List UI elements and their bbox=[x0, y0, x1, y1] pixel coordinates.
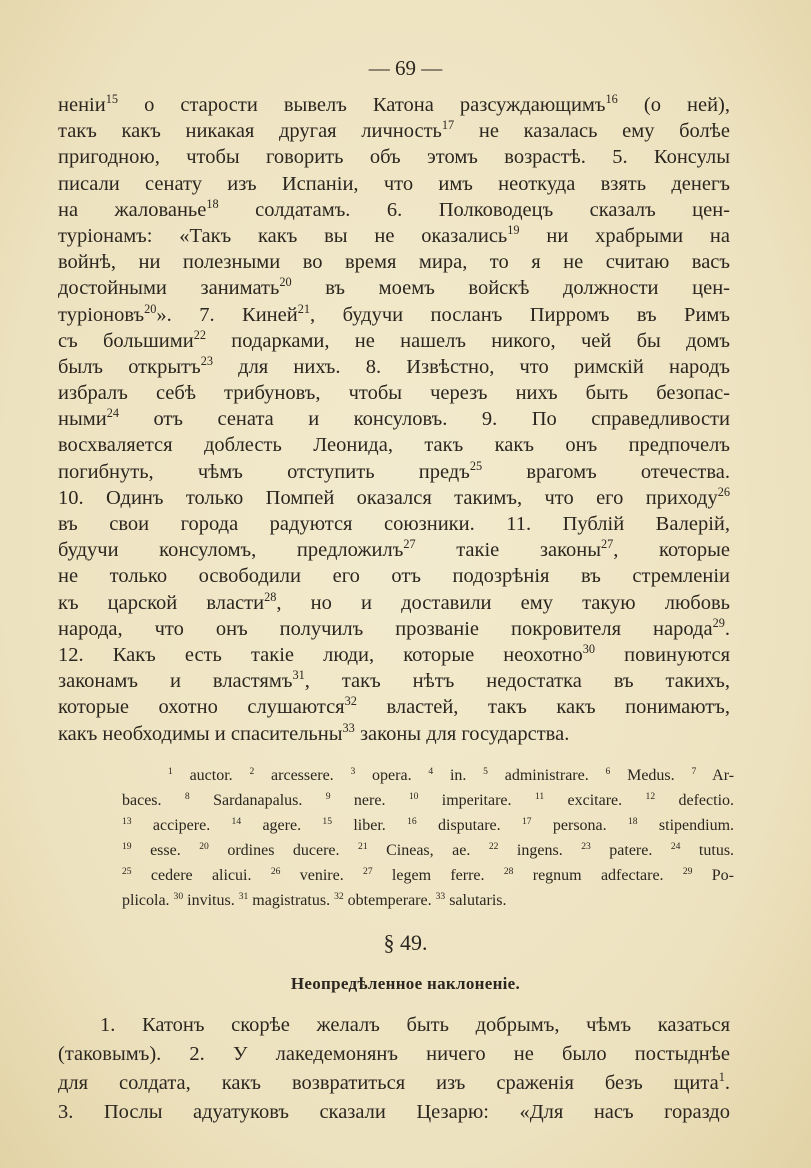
text-segment: туріонамъ: «Такъ какъ вы не оказались bbox=[58, 224, 508, 247]
footnote-marker: 14 bbox=[231, 815, 242, 827]
main-text bbox=[58, 92, 730, 747]
text-line bbox=[58, 642, 730, 668]
text-line bbox=[58, 1040, 730, 1069]
text-segment: Ar- bbox=[696, 767, 735, 784]
text-segment: ». 7. Киней bbox=[156, 303, 298, 326]
text-line bbox=[58, 302, 730, 328]
text-line bbox=[58, 432, 730, 458]
text-segment: Sardanapalus. bbox=[189, 792, 326, 809]
text-segment: властей, такъ какъ понимаютъ, bbox=[356, 696, 730, 719]
text-segment: отъ сената и консуловъ. 9. По справедливости bbox=[118, 408, 730, 431]
text-segment: , которые bbox=[613, 539, 730, 562]
footnote-marker: 20 bbox=[144, 301, 157, 316]
text-segment: повинуются bbox=[595, 643, 730, 666]
footnote-marker: 29 bbox=[682, 865, 693, 877]
footnote-marker: 13 bbox=[122, 815, 132, 827]
footnote-line bbox=[122, 838, 734, 863]
footnote-marker: 18 bbox=[206, 196, 219, 211]
text-segment: ordines ducere. bbox=[208, 842, 359, 859]
text-segment: liber. bbox=[332, 817, 408, 834]
text-segment: избралъ себѣ трибуновъ, чтобы черезъ нихъ быть безопас- bbox=[58, 382, 730, 405]
text-line bbox=[58, 616, 730, 642]
text-segment: Cineas, ae. bbox=[367, 842, 489, 859]
text-segment: patere. bbox=[590, 842, 671, 859]
footnote-marker: 10 bbox=[408, 790, 419, 802]
footnote-marker: 8 bbox=[184, 790, 190, 802]
text-segment: defectio. bbox=[655, 792, 735, 809]
text-line bbox=[58, 1098, 730, 1127]
footnote-marker: 28 bbox=[264, 589, 277, 604]
text-segment: въ моемъ войскѣ должности цен- bbox=[291, 277, 731, 300]
footnote-marker: 11 bbox=[534, 790, 545, 802]
text-segment: magistratus. bbox=[248, 892, 335, 909]
footnote-marker: 2 bbox=[249, 765, 255, 777]
footnote-marker: 3 bbox=[350, 765, 356, 777]
text-segment: погибнуть, чѣмъ отступить предъ bbox=[58, 460, 470, 483]
text-segment: будучи консуломъ, предложилъ bbox=[58, 539, 404, 562]
text-segment: venire. bbox=[280, 867, 364, 884]
text-line bbox=[58, 275, 730, 301]
text-segment: stipendium. bbox=[637, 817, 735, 834]
footnote-marker: 33 bbox=[342, 720, 355, 735]
text-segment: salutaris. bbox=[445, 892, 507, 909]
text-segment: nere. bbox=[330, 792, 409, 809]
text-segment: accipere. bbox=[131, 817, 232, 834]
section-title: Неопредѣленное наклоненіе. bbox=[290, 974, 521, 993]
section-number: § 49. bbox=[383, 930, 428, 955]
footnote-marker: 9 bbox=[325, 790, 331, 802]
footnote-marker: 24 bbox=[670, 840, 681, 852]
footnote-marker: 29 bbox=[712, 615, 725, 630]
footnote-marker: 22 bbox=[193, 327, 206, 342]
text-segment: persona. bbox=[531, 817, 628, 834]
footnote-marker: 18 bbox=[627, 815, 638, 827]
footnote-marker: 21 bbox=[297, 301, 311, 316]
text-line bbox=[58, 171, 730, 197]
text-segment: туріоновъ bbox=[58, 303, 145, 326]
text-line bbox=[58, 223, 730, 249]
text-segment: plicola. bbox=[122, 892, 174, 909]
footnote-marker: 32 bbox=[344, 694, 357, 709]
text-line bbox=[58, 590, 730, 616]
footnote-marker: 32 bbox=[334, 890, 344, 902]
footnote-marker: 4 bbox=[428, 765, 434, 777]
text-segment: такъ какъ никакая другая личность bbox=[58, 120, 442, 143]
text-line bbox=[58, 1069, 730, 1098]
footnote-marker: 26 bbox=[270, 865, 281, 877]
text-segment: подарками, не нашелъ никого, чей бы домъ bbox=[205, 329, 730, 352]
footnote-marker: 27 bbox=[403, 537, 416, 552]
text-segment: regnum adfectare. bbox=[513, 867, 683, 884]
footnote-marker: 17 bbox=[441, 118, 455, 133]
text-segment: солдатамъ. 6. Полководецъ сказалъ цен- bbox=[218, 198, 731, 221]
text-segment: (о ней), bbox=[617, 94, 730, 116]
footnotes bbox=[122, 763, 734, 913]
text-segment: , будучи посланъ Пирромъ въ Римъ bbox=[310, 303, 730, 326]
footnote-marker: 23 bbox=[581, 840, 591, 852]
footnote-marker: 27 bbox=[363, 865, 373, 877]
footnote-marker: 7 bbox=[691, 765, 697, 777]
text-segment: 1. Катонъ скорѣе желалъ быть добрымъ, чѣмъ казаться bbox=[100, 1014, 730, 1036]
text-segment: 3. Послы адуатуковъ сказали Цезарю: «Для насъ гораздо bbox=[58, 1101, 730, 1123]
footnote-marker: 31 bbox=[292, 668, 305, 683]
footnote-marker: 28 bbox=[503, 865, 514, 877]
text-segment: ными bbox=[58, 408, 107, 431]
footnote-line bbox=[122, 763, 734, 788]
footnote-marker: 17 bbox=[521, 815, 532, 827]
footnote-line bbox=[122, 788, 734, 813]
text-segment: ingens. bbox=[498, 842, 582, 859]
text-segment: пригодною, чтобы говорить объ этомъ возрастѣ. 5. Консулы bbox=[58, 146, 730, 169]
text-segment: съ большими bbox=[58, 329, 194, 352]
text-segment: esse. bbox=[131, 842, 200, 859]
text-line bbox=[58, 563, 730, 589]
footnote-marker: 16 bbox=[605, 92, 618, 107]
text-line bbox=[58, 249, 730, 275]
footnote-marker: 19 bbox=[122, 840, 132, 852]
footnote-marker: 16 bbox=[407, 815, 417, 827]
text-segment: Po- bbox=[692, 867, 735, 884]
text-segment: къ царской власти bbox=[58, 591, 265, 614]
text-line bbox=[58, 668, 730, 694]
text-line bbox=[58, 406, 730, 432]
text-segment: agere. bbox=[241, 817, 323, 834]
footnote-line bbox=[122, 888, 734, 913]
text-segment: въ свои города радуются союзники. 11. Публій Валерій, bbox=[58, 513, 730, 535]
footnote-marker: 1 bbox=[168, 765, 173, 777]
text-segment: достойными занимать bbox=[58, 277, 280, 300]
text-segment: ни храбрыми на bbox=[519, 224, 730, 247]
text-segment: Medus. bbox=[610, 767, 692, 784]
text-segment: , такъ нѣтъ недостатка въ такихъ, bbox=[304, 670, 730, 693]
text-line bbox=[58, 694, 730, 720]
text-segment: (таковымъ). 2. У лакедемонянъ ничего не было постыднѣе bbox=[58, 1043, 730, 1065]
text-segment: которые охотно слушаются bbox=[58, 696, 345, 719]
text-line bbox=[58, 485, 730, 511]
text-segment: in. bbox=[433, 767, 484, 784]
text-segment: cedere alicui. bbox=[131, 867, 271, 884]
text-segment: такіе законы bbox=[415, 539, 601, 562]
text-segment: войнѣ, ни полезными во время мира, то я не считаю васъ bbox=[58, 251, 730, 274]
text-segment: baces. bbox=[122, 792, 185, 809]
text-line bbox=[58, 328, 730, 354]
text-segment: законы для государства. bbox=[354, 722, 570, 745]
text-segment: на жалованье bbox=[58, 198, 207, 221]
text-segment: писали сенату изъ Испаніи, что имъ неоткуда взять денегъ bbox=[58, 172, 730, 195]
footnote-marker: 5 bbox=[483, 765, 488, 777]
text-segment: для нихъ. 8. Извѣстно, что римскій народъ bbox=[212, 355, 730, 378]
text-segment: tutus. bbox=[680, 842, 735, 859]
footnote-marker: 30 bbox=[173, 890, 184, 902]
text-segment: . bbox=[724, 1072, 730, 1094]
text-line bbox=[58, 459, 730, 485]
footnote-marker: 20 bbox=[279, 275, 292, 290]
text-line bbox=[58, 197, 730, 223]
text-segment: disputare. bbox=[416, 817, 522, 834]
text-segment: . bbox=[724, 617, 730, 640]
footnote-marker: 12 bbox=[645, 790, 656, 802]
footnote-marker: 33 bbox=[435, 890, 446, 902]
text-line bbox=[58, 1011, 730, 1040]
text-segment: excitare. bbox=[544, 792, 646, 809]
text-segment: неніи bbox=[58, 94, 106, 116]
page-number: — 69 — bbox=[368, 56, 443, 80]
footnote-marker: 30 bbox=[582, 641, 596, 656]
text-segment: 10. Одинъ только Помпей оказался такимъ, что его приходу bbox=[58, 486, 718, 509]
footnote-marker: 25 bbox=[469, 458, 483, 473]
footnote-marker: 25 bbox=[122, 865, 132, 877]
text-segment: былъ открытъ bbox=[58, 355, 201, 378]
footnote-marker: 6 bbox=[605, 765, 611, 777]
text-segment: какъ необходимы и спасительны bbox=[58, 722, 343, 745]
footnote-marker: 23 bbox=[200, 353, 213, 368]
text-line bbox=[58, 144, 730, 170]
text-segment: 12. Какъ есть такіе люди, которые неохотно bbox=[58, 643, 583, 666]
text-line bbox=[58, 537, 730, 563]
text-segment: arcessere. bbox=[254, 767, 351, 784]
text-segment: не казалась ему болѣе bbox=[454, 120, 730, 143]
footnote-marker: 15 bbox=[322, 815, 332, 827]
text-segment: народа, что онъ получилъ прозваніе покровителя народа bbox=[58, 617, 713, 640]
text-segment: не только освободили его отъ подозрѣнія въ стремленіи bbox=[58, 565, 730, 588]
text-segment: для солдата, какъ возвратиться изъ сраженія безъ щита bbox=[58, 1072, 719, 1094]
footnote-marker: 20 bbox=[199, 840, 209, 852]
text-line bbox=[58, 721, 730, 747]
text-segment: legem ferre. bbox=[372, 867, 504, 884]
footnote-marker: 21 bbox=[358, 840, 368, 852]
footnote-marker: 26 bbox=[717, 484, 730, 499]
footnote-marker: 19 bbox=[507, 222, 520, 237]
footnote-marker: 31 bbox=[238, 890, 249, 902]
footnote-marker: 24 bbox=[106, 406, 119, 421]
footnote-line bbox=[122, 863, 734, 888]
footnote-line bbox=[122, 813, 734, 838]
footnote-marker: 27 bbox=[601, 537, 614, 552]
text-line bbox=[58, 380, 730, 406]
footnote-marker: 22 bbox=[488, 840, 499, 852]
text-line bbox=[58, 354, 730, 380]
text-segment: auctor. bbox=[172, 767, 250, 784]
footnote-marker: 15 bbox=[105, 92, 119, 107]
text-segment: obtemperare. bbox=[343, 892, 436, 909]
text-segment: , но и доставили ему такую любовь bbox=[276, 591, 730, 614]
text-segment: administrare. bbox=[487, 767, 606, 784]
text-segment: imperitare. bbox=[418, 792, 535, 809]
text-line bbox=[58, 511, 730, 537]
text-segment: opera. bbox=[355, 767, 429, 784]
text-segment: врагомъ отечества. bbox=[482, 460, 730, 483]
text-segment: восхваляется доблесть Леонида, такъ какъ онъ предпочелъ bbox=[58, 434, 730, 457]
text-line bbox=[58, 92, 730, 118]
text-segment: законамъ и властямъ bbox=[58, 670, 293, 693]
text-segment: invitus. bbox=[183, 892, 239, 909]
text-line bbox=[58, 118, 730, 144]
footnote-marker: 1 bbox=[718, 1070, 725, 1085]
text-segment: о старости вывелъ Катона разсуждающимъ bbox=[118, 94, 606, 116]
section-text bbox=[58, 1011, 730, 1127]
